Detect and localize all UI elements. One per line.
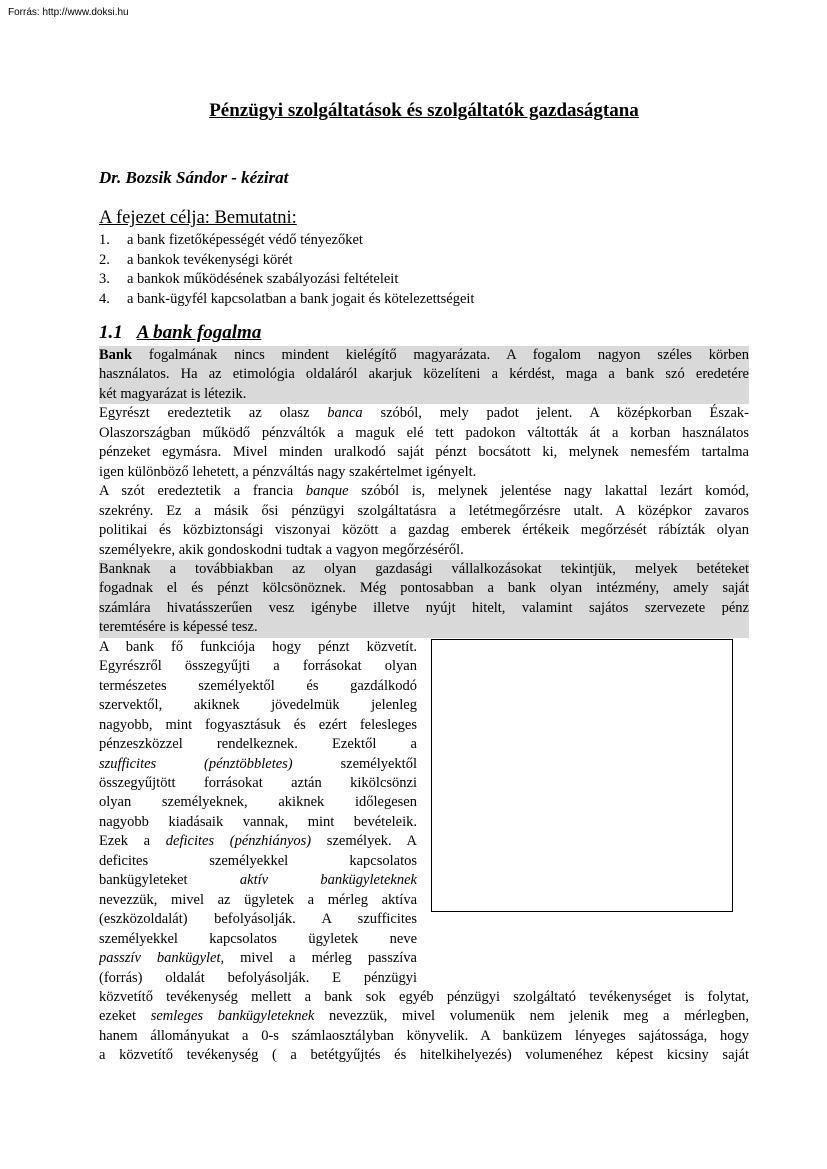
list-item: 2. a bankok tevékenységi körét [99, 251, 293, 268]
list-item: 4. a bank-ügyfél kapcsolatban a bank jogait és kötelezettségeit [99, 290, 475, 307]
author-line: Dr. Bozsik Sándor - kézirat [99, 168, 289, 187]
section-title: A bank fogalma [136, 322, 262, 343]
chapter-goal-list [99, 231, 474, 309]
paragraph-french-origin: A szót eredeztetik a francia banque szóból is, melynek jelentése nagy lakattal lezárt komód, szekrény. Ez a másik ősi pénzügyi szolgáltatásra a letétmegőrzésre utalt. A középkor zavaros politikai és közbiztonsági viszonyai között a gazdag emberek értékeik megőrzését rábízták olyan személyekre, akik gondoskodni tudtak a vagyon megőrzéséről. [99, 483, 749, 558]
paragraph-italian-origin: Egyrészt eredeztetik az olasz banca szóból, mely padot jelent. A középkorban Észak- Olaszországban működő pénzváltók a maguk elé tett padokon váltották át a korban használatos pénzeket egymásra. Mivel minden uralkodó saját pénzt bocsátott ki, melynek nemesfém tartalma igen különböző lehetett, a pénzváltás nagy szakértelmet igényelt. [99, 405, 749, 480]
source-note: Forrás: http://www.doksi.hu [8, 7, 129, 18]
paragraph-bank-function: A bank fő funkciója hogy pénzt közvetít. Egyrészről összegyűjti a forrásokat olyan természetes személyektől és gazdálkodó szervektől, akiknek jövedelmük jelenleg nagyobb, mint fogyasztásuk és ezért felesleges pénzeszközzel rendelkeznek. Ezektől a szufficites (pénztöbbletes) személyektől összegyűjtött forrásokat aztán kikölcsönzi olyan személyeknek, akiknek időlegesen nagyobb kiadásaik vannak, mint bevételeik. Ezek a deficites (pénzhiányos) személyek. A deficites személyekkel kapcsolatos bankügyleteket aktív bankügyleteknek nevezzük, mivel az ügyletek a mérleg aktíva (eszközoldalát) befolyásolják. A szufficites személyekkel kapcsolatos ügyletek neve passzív bankügylet, mivel a mérleg passzíva (forrás) oldalát befolyásolják. E pénzügyi [99, 638, 417, 986]
paragraph-bank-function-continued: közvetítő tevékenység mellett a bank sok egyéb pénzügyi szolgáltató tevékenységet is folytat, ezeket semleges bankügyleteknek nevezzük, mivel volumenük nem jelenik meg a mérlegben, hanem állományukat a 0-s számlaosztályban könyvelik. A banküzem lényeges sajátossága, hogy a közvetítő tevékenység ( a betétgyűjtés és hitelkihelyezés) volumenéhez képest kicsiny saját [99, 988, 749, 1064]
list-item: 1. a bank fizetőképességét védő tényezőket [99, 232, 363, 248]
paragraph-bank-definition: Bank fogalmának nincs mindent kielégítő magyarázata. A fogalom nagyon széles körben használatos. Ha az etimológia oldaláról akarjuk közelíteni a kérdést, maga a bank szó eredetére két magyarázat is létezik. [99, 346, 749, 404]
empty-figure-frame [431, 639, 733, 912]
section-heading [99, 322, 261, 344]
list-item: 3. a bankok működésének szabályozási feltételeit [99, 271, 399, 287]
chapter-goal-heading: A fejezet célja: Bemutatni: [99, 208, 297, 228]
section-number: 1.1 [99, 322, 123, 343]
paragraph-bank-meaning: Banknak a továbbiakban az olyan gazdasági vállalkozásokat tekintjük, melyek betéteket fogadnak el és pénzt kölcsönöznek. Még pontosabban a bank olyan intézmény, amely saját számlára hivatásszerűen vesz igénybe illetve nyújt hitelt, valamint sajátos szervezete pénz teremtésére is képessé tesz. [99, 560, 749, 638]
document-title: Pénzügyi szolgáltatások és szolgáltatók gazdaságtana [209, 100, 639, 121]
